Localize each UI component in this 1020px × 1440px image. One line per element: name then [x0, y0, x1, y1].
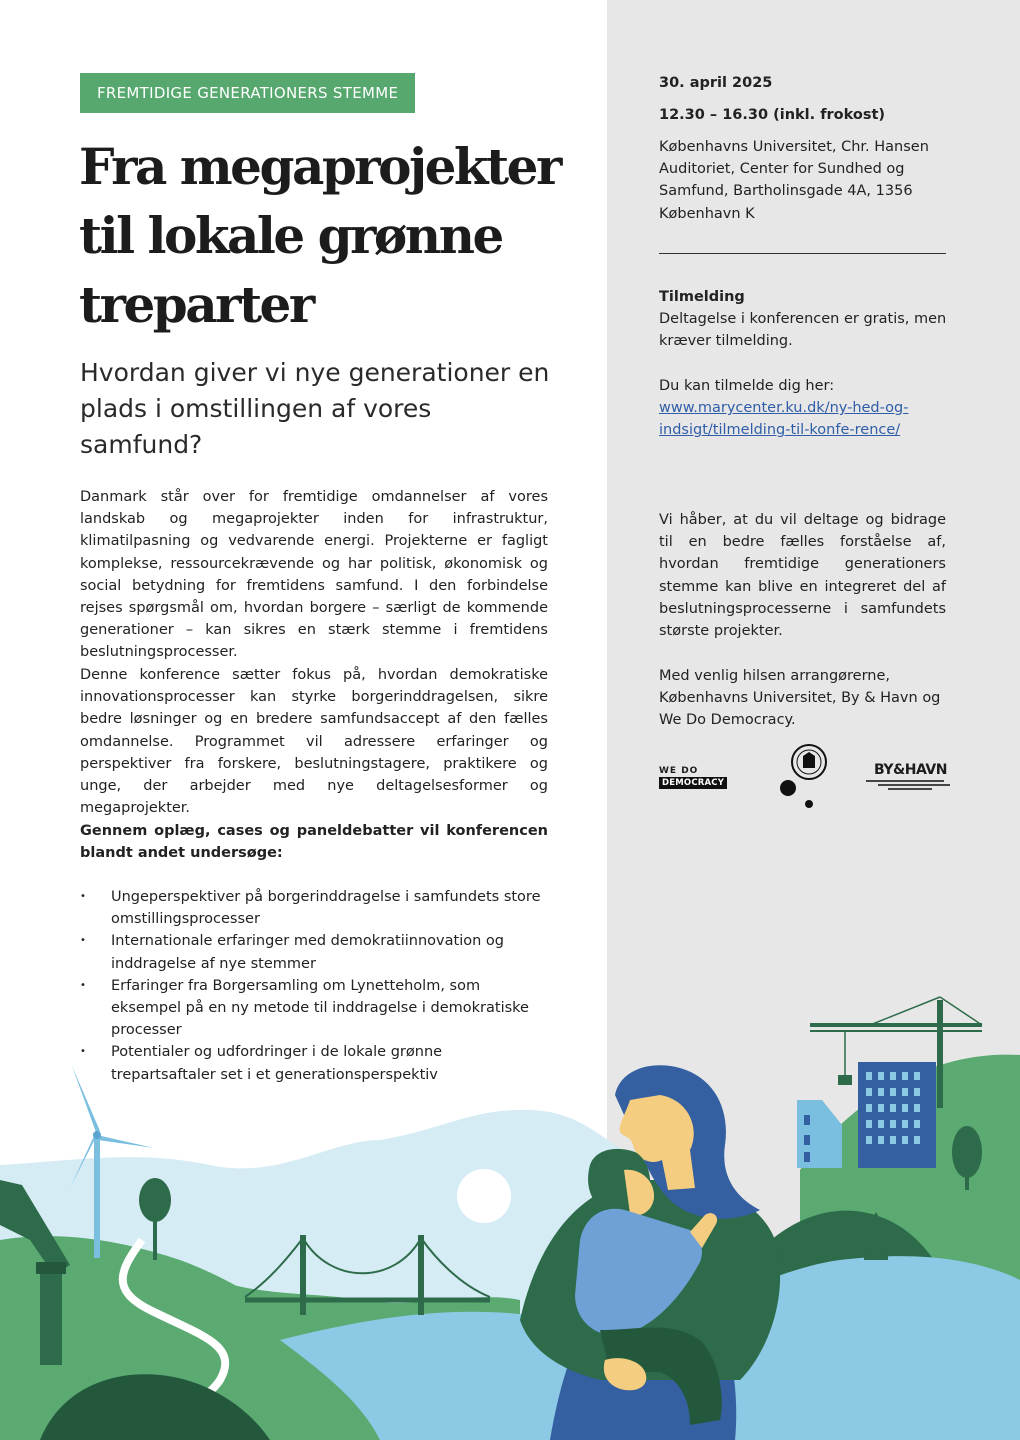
tree-icon: [952, 1126, 982, 1178]
regards-text: Med venlig hilsen arrangørerne, Københavns Universitet, By & Havn og We Do Democracy.: [659, 668, 941, 729]
by-og-havn-logo: [866, 762, 950, 790]
wind-turbine-icon: [97, 1135, 154, 1148]
wind-turbine-icon: [72, 1066, 100, 1135]
event-time: 12.30 – 16.30 (inkl. frokost): [659, 107, 886, 123]
page-title: Fra megaprojekter til lokale grønne treparter: [79, 137, 560, 334]
tree-icon: [139, 1178, 171, 1222]
hope-text: Vi håber, at du vil deltage og bidrage til en bedre fælles forståelse af, hvordan fremtidige generationers stemme kan blive en integreret del af beslutningsprocesserne i samfundets største projekter.: [659, 512, 946, 640]
divider: [659, 253, 946, 254]
logo-text: DEMOCRACY: [659, 777, 727, 789]
university-seal-logo: [776, 742, 832, 812]
intro-paragraph: Danmark står over for fremtidige omdannelser af vores landskab og megaprojekter inden for infrastruktur, klimatilpasning og vedvarende energi. Projekterne er fagligt komplekse, ressourcekrævende og har politisk, økonomisk og social betydning for fremtidens samfund. I den forbindelse rejses spørgsmål om, hvordan borgere – særligt de kommende generationer – kan sikres en stærk stemme i fremtidens beslutningsprocesser.: [80, 489, 548, 661]
registration-cta: Du kan tilmelde dig her:: [659, 378, 835, 394]
list-item: • Ungeperspektiver på borgerinddragelse i samfundets store omstillingsprocesser: [80, 886, 550, 930]
series-tag: FREMTIDIGE GENERATIONERS STEMME: [80, 73, 415, 113]
registration-text: Deltagelse i konferencen er gratis, men kræver tilmelding.: [659, 311, 947, 350]
waves-icon: [866, 762, 950, 790]
building-icon: [797, 1100, 842, 1168]
list-item: • Potentialer og udfordringer i de lokale grønne trepartsaftaler set i et generationsperspektiv: [80, 1041, 550, 1085]
excavator-icon: [40, 1270, 62, 1365]
landscape-illustration: [0, 990, 1020, 1440]
registration-heading: Tilmelding: [659, 289, 745, 305]
event-venue: Københavns Universitet, Chr. Hansen Auditoriet, Center for Sundhed og Samfund, Bartholinsgade 4A, 1356 København K: [659, 139, 929, 222]
logo-text: BY&HAVN: [874, 762, 947, 778]
list-item: • Erfaringer fra Borgersamling om Lynetteholm, som eksempel på en ny metode til inddragelse i demokratiske processer: [80, 975, 550, 1042]
sun-icon: [457, 1169, 511, 1223]
program-lead: Gennem oplæg, cases og paneldebatter vil konferencen blandt andet undersøge:: [80, 823, 548, 862]
page-subtitle: Hvordan giver vi nye generationer en plads i omstillingen af vores samfund?: [80, 358, 550, 459]
event-date: 30. april 2025: [659, 75, 773, 91]
focus-paragraph: Denne konference sætter fokus på, hvordan demokratiske innovationsprocesser kan styrke borgerinddragelsen, sikre bedre løsninger og en bredere samfundsaccept af den fælles omdannelse. Programmet vil adressere erfaringer og perspektiver fra forskere, beslutningstagere, praktikere og unge, der arbejder med nye deltagelsesformer og megaprojekter.: [80, 667, 548, 817]
we-do-democracy-logo: [659, 766, 738, 790]
list-item: • Internationale erfaringer med demokratiinnovation og inddragelse af nye stemmer: [80, 930, 550, 974]
excavator-icon: [36, 1262, 66, 1274]
logo-text: WE DO: [659, 766, 699, 776]
registration-link[interactable]: www.marycenter.ku.dk/ny-hed-og-indsigt/tilmelding-til-konfe-rence/: [659, 400, 909, 439]
